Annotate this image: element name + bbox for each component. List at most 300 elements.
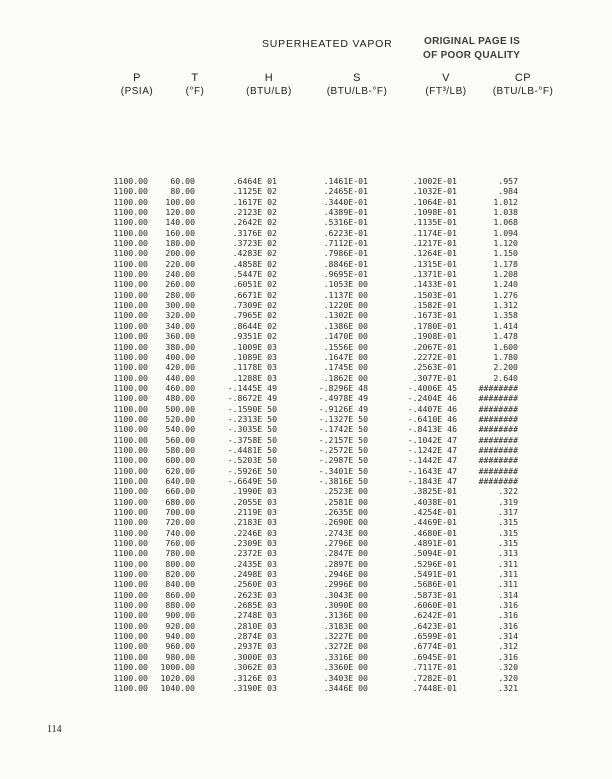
temperature-cell: 820.00: [165, 569, 195, 580]
volume-cell: .1433E-01: [412, 279, 457, 290]
table-row: [104, 300, 518, 310]
volume-cell: .6242E-01: [412, 610, 457, 621]
table-row: [104, 435, 518, 445]
table-row: [104, 197, 518, 207]
enthalpy-cell: .1617E 02: [232, 196, 277, 207]
property-table: [104, 176, 518, 693]
enthalpy-cell: -.8672E 49: [227, 393, 277, 404]
volume-cell: .2067E-01: [412, 341, 457, 352]
specific-heat-cell: .315: [498, 517, 518, 528]
specific-heat-cell: ########: [478, 413, 518, 424]
entropy-cell: .8846E-01: [323, 258, 368, 269]
entropy-cell: .1862E 00: [323, 372, 368, 383]
pressure-cell: 1100.00: [113, 682, 148, 693]
header-symbol: P: [133, 72, 141, 84]
specific-heat-cell: 2.200: [493, 362, 518, 373]
table-row: [104, 466, 518, 476]
header-symbol: S: [353, 72, 361, 84]
temperature-cell: 300.00: [165, 300, 195, 311]
specific-heat-cell: .315: [498, 527, 518, 538]
volume-cell: .4680E-01: [412, 527, 457, 538]
table-row: [104, 445, 518, 455]
pressure-cell: 1100.00: [113, 610, 148, 621]
pressure-cell: 1100.00: [113, 238, 148, 249]
pressure-cell: 1100.00: [113, 331, 148, 342]
temperature-cell: 1000.00: [160, 662, 195, 673]
volume-cell: .6599E-01: [412, 631, 457, 642]
header-unit: (BTU/LB): [246, 86, 292, 97]
specific-heat-cell: 1.780: [493, 351, 518, 362]
specific-heat-cell: .319: [498, 496, 518, 507]
temperature-cell: 380.00: [165, 341, 195, 352]
table-row: [104, 259, 518, 269]
enthalpy-cell: .2372E 03: [232, 548, 277, 559]
volume-cell: .5686E-01: [412, 579, 457, 590]
entropy-cell: .2847E 00: [323, 548, 368, 559]
enthalpy-cell: .1009E 03: [232, 341, 277, 352]
table-row: [104, 610, 518, 620]
temperature-cell: 480.00: [165, 393, 195, 404]
volume-cell: .1098E-01: [412, 207, 457, 218]
header-symbol: H: [264, 72, 274, 84]
entropy-cell: -.2987E 50: [318, 455, 368, 466]
specific-heat-cell: ########: [478, 424, 518, 435]
table-row: [104, 569, 518, 579]
table-row: [104, 683, 518, 693]
specific-heat-cell: 1.150: [493, 248, 518, 259]
pressure-cell: 1100.00: [113, 393, 148, 404]
enthalpy-cell: .7309E 02: [232, 300, 277, 311]
table-row: [104, 476, 518, 486]
enthalpy-cell: .2123E 02: [232, 207, 277, 218]
enthalpy-cell: .2055E 03: [232, 496, 277, 507]
volume-cell: .4891E-01: [412, 538, 457, 549]
volume-cell: -.1442E 47: [407, 455, 457, 466]
temperature-cell: 740.00: [165, 527, 195, 538]
specific-heat-cell: ########: [478, 403, 518, 414]
entropy-cell: .1461E-01: [323, 176, 368, 186]
table-row: [104, 352, 518, 362]
specific-heat-cell: 2.640: [493, 372, 518, 383]
specific-heat-cell: .316: [498, 610, 518, 621]
entropy-cell: .1745E 00: [323, 362, 368, 373]
temperature-cell: 860.00: [165, 589, 195, 600]
volume-cell: .4038E-01: [412, 496, 457, 507]
pressure-cell: 1100.00: [113, 517, 148, 528]
enthalpy-cell: .2435E 03: [232, 558, 277, 569]
volume-cell: .6774E-01: [412, 641, 457, 652]
volume-cell: .4469E-01: [412, 517, 457, 528]
entropy-cell: -.2157E 50: [318, 434, 368, 445]
volume-cell: .1002E-01: [412, 176, 457, 186]
temperature-cell: 900.00: [165, 610, 195, 621]
header-symbol: T: [191, 72, 199, 84]
temperature-cell: 660.00: [165, 486, 195, 497]
entropy-cell: -.3816E 50: [318, 475, 368, 486]
header-unit: (PSIA): [120, 86, 154, 97]
table-row: [104, 269, 518, 279]
enthalpy-cell: .9351E 02: [232, 331, 277, 342]
pressure-cell: 1100.00: [113, 186, 148, 197]
entropy-cell: .2996E 00: [323, 579, 368, 590]
pressure-cell: 1100.00: [113, 444, 148, 455]
pressure-cell: 1100.00: [113, 496, 148, 507]
header-entropy: [314, 72, 400, 98]
temperature-cell: 960.00: [165, 641, 195, 652]
pressure-cell: 1100.00: [113, 424, 148, 435]
volume-cell: .5094E-01: [412, 548, 457, 559]
entropy-cell: .2581E 00: [323, 496, 368, 507]
specific-heat-cell: .984: [498, 186, 518, 197]
entropy-cell: .3440E-01: [323, 196, 368, 207]
temperature-cell: 180.00: [165, 238, 195, 249]
header-unit: (°F): [185, 86, 205, 97]
volume-cell: .5873E-01: [412, 589, 457, 600]
specific-heat-cell: 1.600: [493, 341, 518, 352]
header-symbol: V: [442, 72, 450, 84]
pressure-cell: 1100.00: [113, 362, 148, 373]
entropy-cell: .3227E 00: [323, 631, 368, 642]
pressure-cell: 1100.00: [113, 569, 148, 580]
specific-heat-cell: 1.240: [493, 279, 518, 290]
pressure-cell: 1100.00: [113, 217, 148, 228]
volume-cell: .7448E-01: [412, 682, 457, 693]
volume-cell: .5491E-01: [412, 569, 457, 580]
enthalpy-cell: .2560E 03: [232, 579, 277, 590]
volume-cell: .1264E-01: [412, 248, 457, 259]
specific-heat-cell: .957: [498, 176, 518, 186]
pressure-cell: 1100.00: [113, 662, 148, 673]
temperature-cell: 1020.00: [160, 672, 195, 683]
table-row: [104, 486, 518, 496]
pressure-cell: 1100.00: [113, 455, 148, 466]
volume-cell: .1503E-01: [412, 289, 457, 300]
page-number: 114: [47, 724, 62, 735]
specific-heat-cell: ########: [478, 455, 518, 466]
enthalpy-cell: .2119E 03: [232, 507, 277, 517]
header-unit: (BTU/LB-°F): [492, 86, 554, 97]
pressure-cell: 1100.00: [113, 258, 148, 269]
entropy-cell: .3403E 00: [323, 672, 368, 683]
enthalpy-cell: .2810E 03: [232, 620, 277, 631]
volume-cell: .1673E-01: [412, 310, 457, 321]
specific-heat-cell: .316: [498, 620, 518, 631]
pressure-cell: 1100.00: [113, 382, 148, 393]
enthalpy-cell: .2246E 03: [232, 527, 277, 538]
temperature-cell: 780.00: [165, 548, 195, 559]
table-row: [104, 228, 518, 238]
specific-heat-cell: 1.012: [493, 196, 518, 207]
table-row: [104, 590, 518, 600]
pressure-cell: 1100.00: [113, 300, 148, 311]
pressure-cell: 1100.00: [113, 631, 148, 642]
volume-cell: -.1843E 47: [407, 475, 457, 486]
specific-heat-cell: .314: [498, 589, 518, 600]
volume-cell: .7117E-01: [412, 662, 457, 673]
enthalpy-cell: .6464E 01: [232, 176, 277, 186]
header-unit: (BTU/LB-°F): [326, 86, 388, 97]
volume-cell: .3825E-01: [412, 486, 457, 497]
specific-heat-cell: 1.276: [493, 289, 518, 300]
entropy-cell: .4389E-01: [323, 207, 368, 218]
pressure-cell: 1100.00: [113, 434, 148, 445]
entropy-cell: -.4978E 49: [318, 393, 368, 404]
temperature-cell: 920.00: [165, 620, 195, 631]
temperature-cell: 700.00: [165, 507, 195, 517]
temperature-cell: 360.00: [165, 331, 195, 342]
temperature-cell: 680.00: [165, 496, 195, 507]
entropy-cell: .7112E-01: [323, 238, 368, 249]
entropy-cell: .2743E 00: [323, 527, 368, 538]
table-row: [104, 517, 518, 527]
entropy-cell: .3136E 00: [323, 610, 368, 621]
pressure-cell: 1100.00: [113, 207, 148, 218]
enthalpy-cell: -.6649E 50: [227, 475, 277, 486]
entropy-cell: -.1742E 50: [318, 424, 368, 435]
volume-cell: .1032E-01: [412, 186, 457, 197]
table-row: [104, 600, 518, 610]
entropy-cell: -.2572E 50: [318, 444, 368, 455]
entropy-cell: .9695E-01: [323, 269, 368, 280]
temperature-cell: 720.00: [165, 517, 195, 528]
table-row: [104, 217, 518, 227]
pressure-cell: 1100.00: [113, 589, 148, 600]
entropy-cell: .2523E 00: [323, 486, 368, 497]
pressure-cell: 1100.00: [113, 651, 148, 662]
specific-heat-cell: 1.178: [493, 258, 518, 269]
temperature-cell: 940.00: [165, 631, 195, 642]
pressure-cell: 1100.00: [113, 196, 148, 207]
pressure-cell: 1100.00: [113, 310, 148, 321]
specific-heat-cell: 1.478: [493, 331, 518, 342]
table-row: [104, 290, 518, 300]
volume-cell: .6060E-01: [412, 600, 457, 611]
table-row: [104, 528, 518, 538]
specific-heat-cell: .322: [498, 486, 518, 497]
table-row: [104, 559, 518, 569]
entropy-cell: -.9126E 49: [318, 403, 368, 414]
enthalpy-cell: .3190E 03: [232, 682, 277, 693]
temperature-cell: 520.00: [165, 413, 195, 424]
enthalpy-cell: -.1590E 50: [227, 403, 277, 414]
entropy-cell: .1556E 00: [323, 341, 368, 352]
enthalpy-cell: .2642E 02: [232, 217, 277, 228]
volume-cell: -.8413E 46: [407, 424, 457, 435]
specific-heat-cell: .317: [498, 507, 518, 517]
specific-heat-cell: .320: [498, 662, 518, 673]
table-row: [104, 455, 518, 465]
volume-cell: .6945E-01: [412, 651, 457, 662]
enthalpy-cell: .6051E 02: [232, 279, 277, 290]
temperature-cell: 220.00: [165, 258, 195, 269]
volume-cell: -.2404E 46: [407, 393, 457, 404]
enthalpy-cell: .2874E 03: [232, 631, 277, 642]
temperature-cell: 340.00: [165, 320, 195, 331]
enthalpy-cell: .2623E 03: [232, 589, 277, 600]
entropy-cell: .3272E 00: [323, 641, 368, 652]
table-row: [104, 548, 518, 558]
table-row: [104, 538, 518, 548]
enthalpy-cell: .1990E 03: [232, 486, 277, 497]
temperature-cell: 200.00: [165, 248, 195, 259]
specific-heat-cell: ########: [478, 382, 518, 393]
specific-heat-cell: 1.208: [493, 269, 518, 280]
header-specific-heat: [480, 72, 566, 98]
temperature-cell: 440.00: [165, 372, 195, 383]
temperature-cell: 880.00: [165, 600, 195, 611]
entropy-cell: .1386E 00: [323, 320, 368, 331]
table-row: [104, 331, 518, 341]
enthalpy-cell: .3723E 02: [232, 238, 277, 249]
enthalpy-cell: .4858E 02: [232, 258, 277, 269]
specific-heat-cell: ########: [478, 434, 518, 445]
volume-cell: -.6410E 46: [407, 413, 457, 424]
specific-heat-cell: ########: [478, 393, 518, 404]
temperature-cell: 280.00: [165, 289, 195, 300]
pressure-cell: 1100.00: [113, 269, 148, 280]
entropy-cell: -.8296E 48: [318, 382, 368, 393]
temperature-cell: 540.00: [165, 424, 195, 435]
entropy-cell: -.1327E 50: [318, 413, 368, 424]
pressure-cell: 1100.00: [113, 672, 148, 683]
temperature-cell: 640.00: [165, 475, 195, 486]
specific-heat-cell: .311: [498, 579, 518, 590]
table-row: [104, 641, 518, 651]
pressure-cell: 1100.00: [113, 176, 148, 186]
table-row: [104, 321, 518, 331]
temperature-cell: 160.00: [165, 227, 195, 238]
enthalpy-cell: -.2313E 50: [227, 413, 277, 424]
table-row: [104, 579, 518, 589]
stamp-line-2: OF POOR QUALITY: [423, 50, 521, 61]
enthalpy-cell: .2748E 03: [232, 610, 277, 621]
table-row: [104, 621, 518, 631]
entropy-cell: .2690E 00: [323, 517, 368, 528]
stamp-line-1: ORIGINAL PAGE IS: [424, 36, 521, 47]
temperature-cell: 500.00: [165, 403, 195, 414]
volume-cell: .1135E-01: [412, 217, 457, 228]
entropy-cell: .3446E 00: [323, 682, 368, 693]
enthalpy-cell: .7965E 02: [232, 310, 277, 321]
enthalpy-cell: .1288E 03: [232, 372, 277, 383]
specific-heat-cell: .316: [498, 600, 518, 611]
entropy-cell: .2635E 00: [323, 507, 368, 517]
specific-heat-cell: .314: [498, 631, 518, 642]
header-volume: [414, 72, 478, 98]
header-symbol: CP: [514, 72, 532, 84]
enthalpy-cell: -.1445E 49: [227, 382, 277, 393]
specific-heat-cell: .321: [498, 682, 518, 693]
volume-cell: .3077E-01: [412, 372, 457, 383]
temperature-cell: 600.00: [165, 455, 195, 466]
header-pressure: [112, 72, 162, 98]
enthalpy-cell: .3126E 03: [232, 672, 277, 683]
specific-heat-cell: 1.120: [493, 238, 518, 249]
temperature-cell: 320.00: [165, 310, 195, 321]
temperature-cell: 400.00: [165, 351, 195, 362]
specific-heat-cell: .315: [498, 538, 518, 549]
volume-cell: .1174E-01: [412, 227, 457, 238]
specific-heat-cell: .320: [498, 672, 518, 683]
enthalpy-cell: -.4481E 50: [227, 444, 277, 455]
table-row: [104, 424, 518, 434]
pressure-cell: 1100.00: [113, 372, 148, 383]
table-row: [104, 414, 518, 424]
table-row: [104, 662, 518, 672]
entropy-cell: .1053E 00: [323, 279, 368, 290]
specific-heat-cell: ########: [478, 465, 518, 476]
temperature-cell: 420.00: [165, 362, 195, 373]
pressure-cell: 1100.00: [113, 641, 148, 652]
temperature-cell: 240.00: [165, 269, 195, 280]
entropy-cell: .3043E 00: [323, 589, 368, 600]
entropy-cell: .1302E 00: [323, 310, 368, 321]
pressure-cell: 1100.00: [113, 600, 148, 611]
pressure-cell: 1100.00: [113, 538, 148, 549]
pressure-cell: 1100.00: [113, 465, 148, 476]
table-row: [104, 383, 518, 393]
enthalpy-cell: .2183E 03: [232, 517, 277, 528]
temperature-cell: 580.00: [165, 444, 195, 455]
enthalpy-cell: .6671E 02: [232, 289, 277, 300]
volume-cell: -.1643E 47: [407, 465, 457, 476]
table-row: [104, 652, 518, 662]
volume-cell: -.1242E 47: [407, 444, 457, 455]
pressure-cell: 1100.00: [113, 351, 148, 362]
table-row: [104, 497, 518, 507]
pressure-cell: 1100.00: [113, 548, 148, 559]
temperature-cell: 100.00: [165, 196, 195, 207]
pressure-cell: 1100.00: [113, 475, 148, 486]
specific-heat-cell: .311: [498, 569, 518, 580]
entropy-cell: .1647E 00: [323, 351, 368, 362]
volume-cell: .5296E-01: [412, 558, 457, 569]
specific-heat-cell: ########: [478, 475, 518, 486]
table-row: [104, 404, 518, 414]
temperature-cell: 800.00: [165, 558, 195, 569]
pressure-cell: 1100.00: [113, 620, 148, 631]
enthalpy-cell: .1178E 03: [232, 362, 277, 373]
volume-cell: .2563E-01: [412, 362, 457, 373]
temperature-cell: 560.00: [165, 434, 195, 445]
pressure-cell: 1100.00: [113, 579, 148, 590]
specific-heat-cell: .311: [498, 558, 518, 569]
entropy-cell: .7986E-01: [323, 248, 368, 259]
enthalpy-cell: .2498E 03: [232, 569, 277, 580]
table-row: [104, 342, 518, 352]
enthalpy-cell: .2685E 03: [232, 600, 277, 611]
table-row: [104, 631, 518, 641]
table-row: [104, 279, 518, 289]
entropy-cell: .3090E 00: [323, 600, 368, 611]
volume-cell: .2272E-01: [412, 351, 457, 362]
pressure-cell: 1100.00: [113, 558, 148, 569]
table-row: [104, 507, 518, 517]
volume-cell: -.1042E 47: [407, 434, 457, 445]
temperature-cell: 80.00: [170, 186, 195, 197]
temperature-cell: 620.00: [165, 465, 195, 476]
specific-heat-cell: .312: [498, 641, 518, 652]
pressure-cell: 1100.00: [113, 289, 148, 300]
entropy-cell: .2465E-01: [323, 186, 368, 197]
table-row: [104, 248, 518, 258]
pressure-cell: 1100.00: [113, 341, 148, 352]
specific-heat-cell: 1.358: [493, 310, 518, 321]
enthalpy-cell: .4283E 02: [232, 248, 277, 259]
specific-heat-cell: .313: [498, 548, 518, 559]
volume-cell: .1217E-01: [412, 238, 457, 249]
enthalpy-cell: .1125E 02: [232, 186, 277, 197]
